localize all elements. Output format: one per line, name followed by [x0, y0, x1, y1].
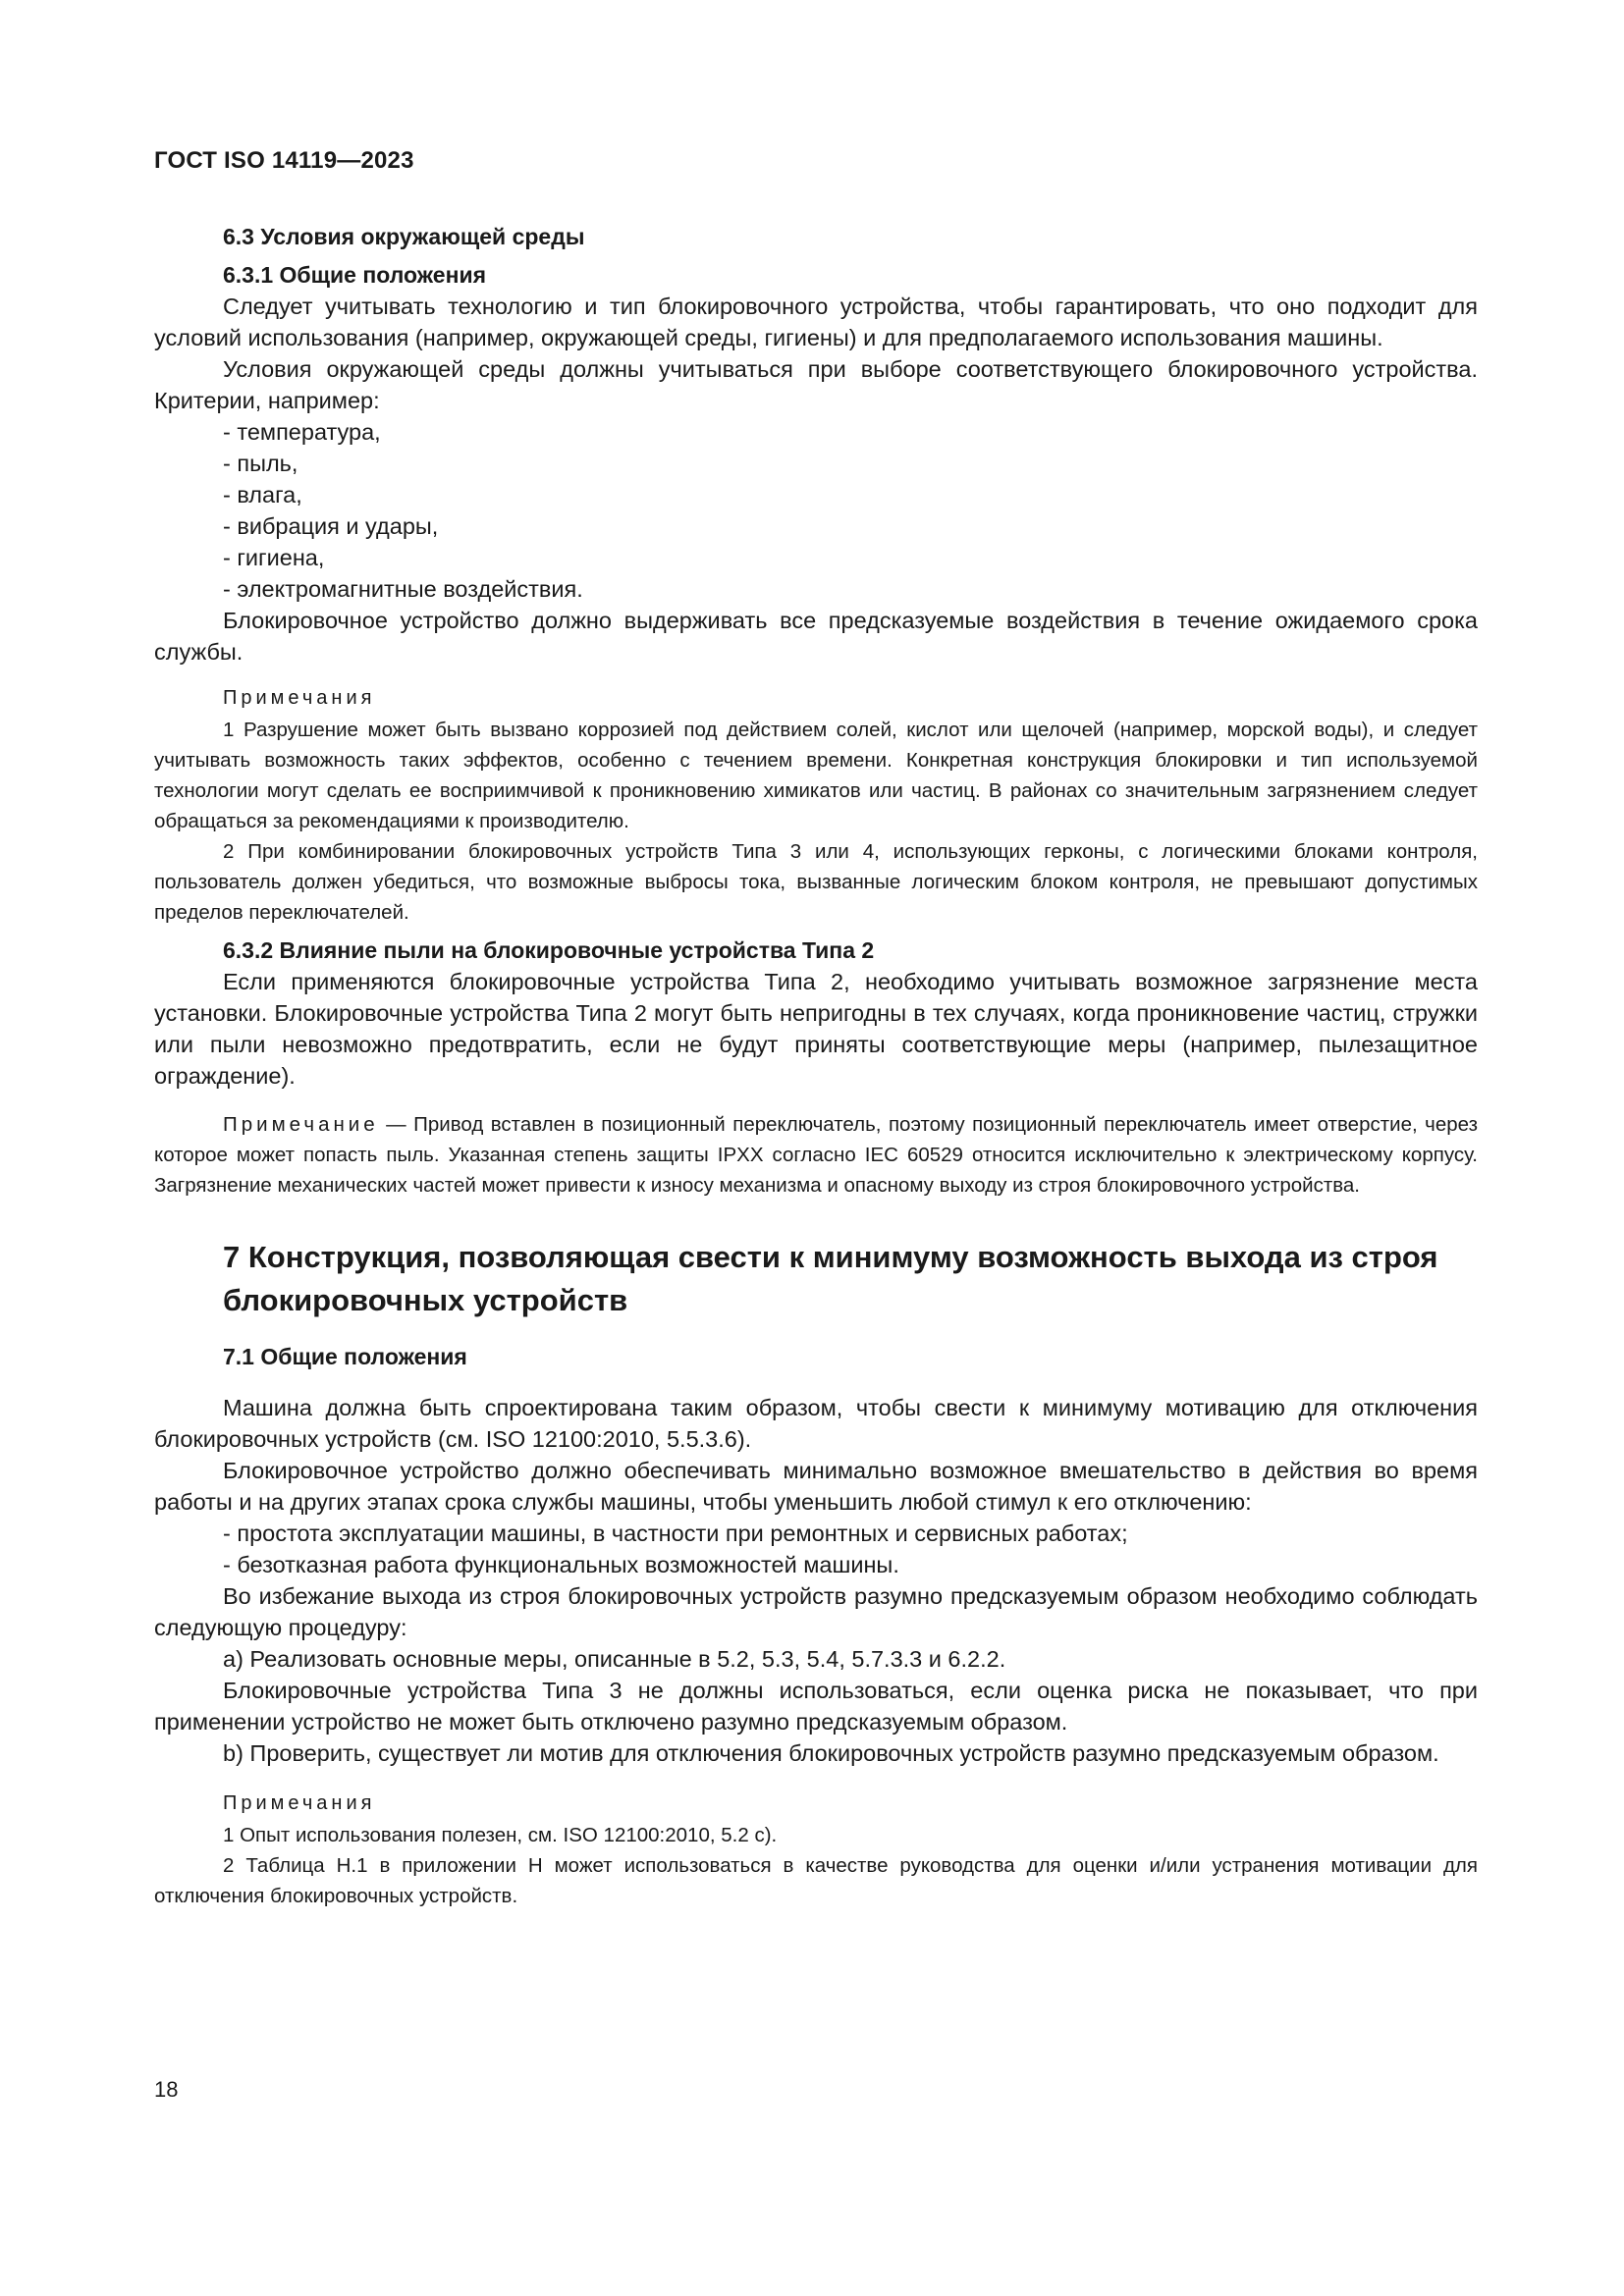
- note-item: 1 Опыт использования полезен, см. ISO 12100:2010, 5.2 с).: [223, 1824, 778, 1846]
- note-item: [154, 1109, 1478, 1201]
- list-item: - пыль,: [223, 451, 298, 476]
- paragraph: Если применяются блокировочные устройства Типа 2, необходимо учитывать возможное загрязнение места установки. Блокировочные устройства Типа 2 могут быть непригодны в тех случаях, когда проникновение частиц, стружки или пыли невозможно предотвратить, если не будут приняты соответствующие меры (например, пылезащитное ограждение).: [154, 969, 1478, 1089]
- note-label: Примечание: [223, 1113, 379, 1136]
- paragraph: Блокировочное устройство должно обеспечивать минимально возможное вмешательство в действия во время работы и на других этапах срока службы машины, чтобы уменьшить любой стимул к его отключению:: [154, 1458, 1478, 1515]
- section-7-heading: 7 Конструкция, позволяющая свести к минимуму возможность выхода из строя блокировочных устройств: [223, 1240, 1438, 1317]
- section-7-1-heading: 7.1 Общие положения: [223, 1344, 467, 1369]
- list-item: - безотказная работа функциональных возможностей машины.: [223, 1552, 899, 1577]
- note-item: 1 Разрушение может быть вызвано коррозией под действием солей, кислот или щелочей (например, морской воды), и следует учитывать возможность таких эффектов, особенно с течением времени. Конкретная конструкция блокировки и тип используемой технологии могут сделать ее восприимчивой к проникновению химикатов или частиц. В районах со значительным загрязнением следует обращаться за рекомендациями к производителю.: [154, 719, 1478, 832]
- page-number: 18: [154, 2077, 179, 2102]
- document-page: [154, 147, 1478, 1911]
- paragraph: Машина должна быть спроектирована таким образом, чтобы свести к минимуму мотивацию для отключения блокировочных устройств (см. ISO 12100:2010, 5.5.3.6).: [154, 1395, 1478, 1452]
- note-item: 2 Таблица H.1 в приложении H может использоваться в качестве руководства для оценки и/или устранения мотивации для отключения блокировочных устройств.: [154, 1854, 1478, 1907]
- criteria-list: [154, 416, 1478, 605]
- paragraph: Условия окружающей среды должны учитываться при выборе соответствующего блокировочного устройства. Критерии, например:: [154, 356, 1478, 413]
- list-item: - вибрация и удары,: [223, 513, 439, 539]
- list-item: - электромагнитные воздействия.: [223, 576, 583, 602]
- step-a: a) Реализовать основные меры, описанные в 5.2, 5.3, 5.4, 5.7.3.3 и 6.2.2.: [223, 1646, 1006, 1672]
- paragraph: Блокировочные устройства Типа 3 не должны использоваться, если оценка риска не показывает, что при применении устройство не может быть отключено разумно предсказуемым образом.: [154, 1678, 1478, 1735]
- document-header: ГОСТ ISO 14119—2023: [154, 147, 414, 174]
- list-item: - влага,: [223, 482, 302, 507]
- paragraph: Блокировочное устройство должно выдерживать все предсказуемые воздействия в течение ожидаемого срока службы.: [154, 608, 1478, 665]
- note-item: 2 При комбинировании блокировочных устройств Типа 3 или 4, использующих герконы, с логическими блоками контроля, пользователь должен убедиться, что возможные выбросы тока, вызванные логическим блоком контроля, не превышают допустимых пределов переключателей.: [154, 840, 1478, 924]
- paragraph: Во избежание выхода из строя блокировочных устройств разумно предсказуемым образом необходимо соблюдать следующую процедуру:: [154, 1583, 1478, 1640]
- list-item: - простота эксплуатации машины, в частности при ремонтных и сервисных работах;: [223, 1521, 1128, 1546]
- section-6-3-2-heading: 6.3.2 Влияние пыли на блокировочные устройства Типа 2: [223, 937, 875, 963]
- list-item: - гигиена,: [223, 545, 325, 570]
- section-6-3-1-heading: 6.3.1 Общие положения: [223, 262, 487, 288]
- note-text: — Привод вставлен в позиционный переключатель, поэтому позиционный переключатель имеет отверстие, через которое может попасть пыль. Указанная степень защиты IPXX согласно IEC 60529 относится исключительно к электрическому корпусу. Загрязнение механических частей может привести к износу механизма и опасному выходу из строя блокировочного устройства.: [154, 1113, 1478, 1197]
- paragraph: Следует учитывать технологию и тип блокировочного устройства, чтобы гарантировать, что оно подходит для условий использования (например, окружающей среды, гигиены) и для предполагаемого использования машины.: [154, 294, 1478, 350]
- list-item: - температура,: [223, 419, 381, 445]
- section-6-3-heading: 6.3 Условия окружающей среды: [223, 224, 585, 249]
- notes-title: Примечания: [223, 1792, 376, 1814]
- step-b: b) Проверить, существует ли мотив для отключения блокировочных устройств разумно предсказуемым образом.: [223, 1740, 1439, 1766]
- notes-title: Примечания: [223, 687, 376, 709]
